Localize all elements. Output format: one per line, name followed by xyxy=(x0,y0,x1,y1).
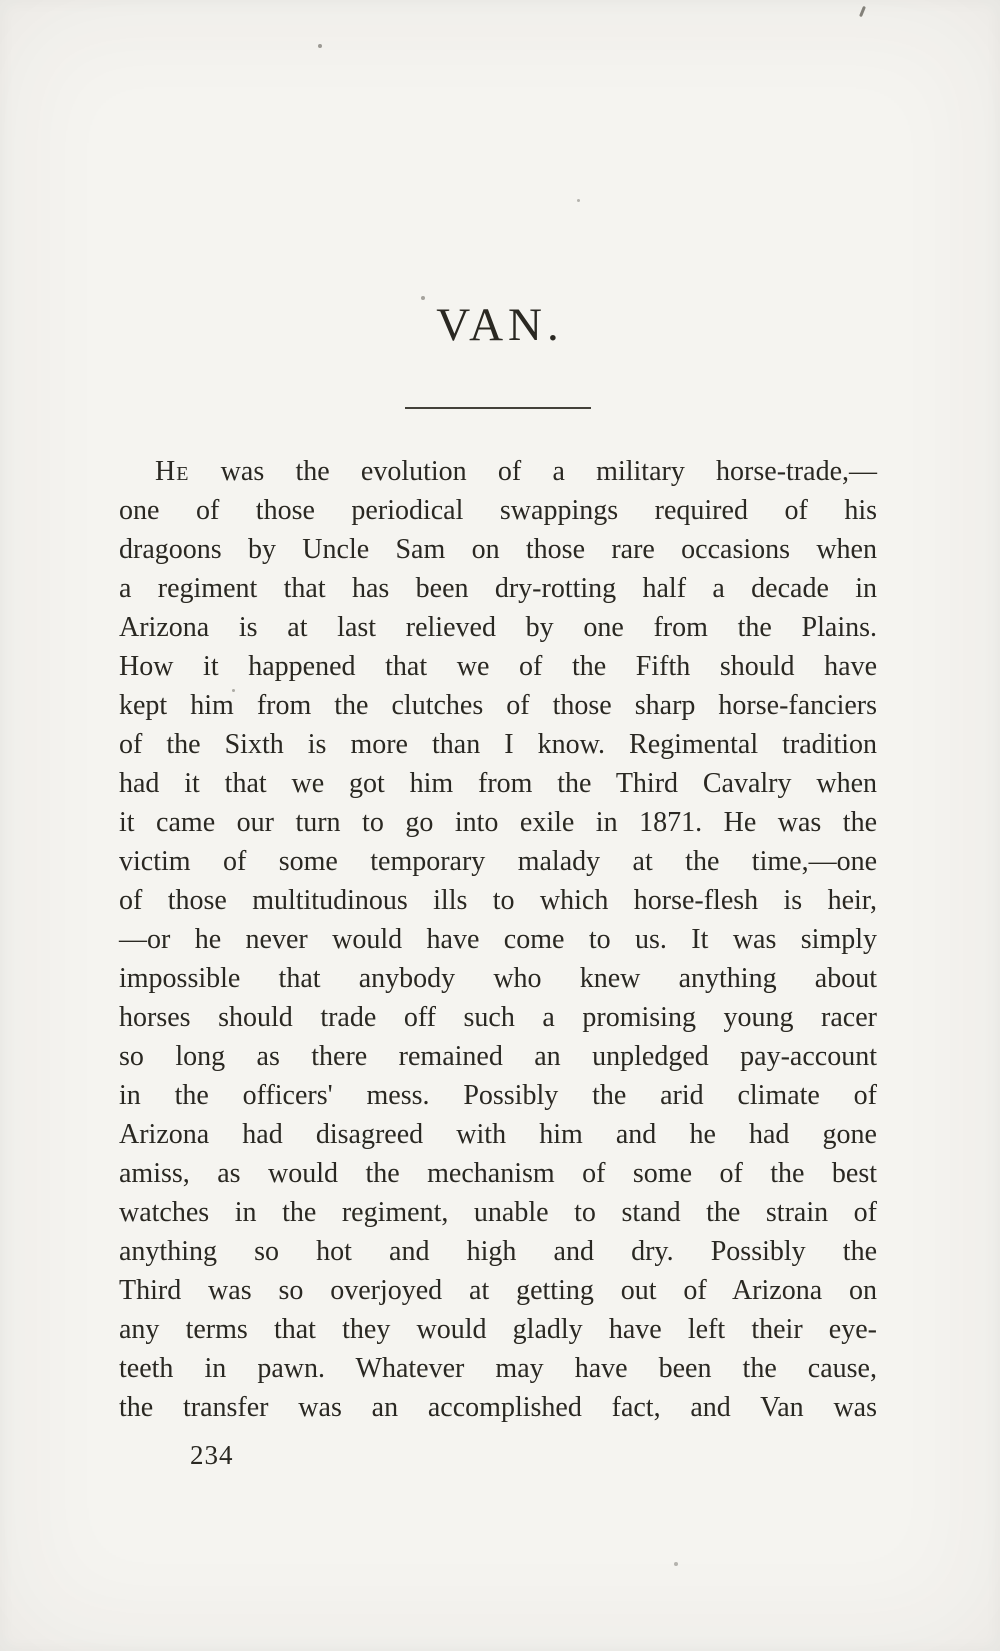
scan-speck xyxy=(232,689,235,692)
text-line: watches in the regiment, unable to stand the strain of xyxy=(119,1197,877,1228)
text-line: any terms that they would gladly have left their eye- xyxy=(119,1314,877,1345)
text-line: teeth in pawn. Whatever may have been the cause, xyxy=(119,1353,877,1384)
paragraph-lines xyxy=(119,452,877,1427)
text-line: the transfer was an accomplished fact, and Van was xyxy=(119,1392,877,1423)
lead-smallcaps: He xyxy=(155,456,190,487)
text-line: so long as there remained an unpledged pay-account xyxy=(119,1041,877,1072)
scan-speck xyxy=(577,199,580,202)
text-line: dragoons by Uncle Sam on those rare occasions when xyxy=(119,534,877,565)
text-line: kept him from the clutches of those sharp horse-fanciers xyxy=(119,690,877,721)
text-line: Arizona is at last relieved by one from the Plains. xyxy=(119,612,877,643)
scan-speck xyxy=(421,296,425,300)
text-line: He was the evolution of a military horse-trade,— xyxy=(155,456,877,487)
text-line: one of those periodical swappings required of his xyxy=(119,495,877,526)
text-line: Third was so overjoyed at getting out of Arizona on xyxy=(119,1275,877,1306)
text-line: of those multitudinous ills to which horse-flesh is heir, xyxy=(119,885,877,916)
scan-speck xyxy=(859,6,866,17)
text-line: Arizona had disagreed with him and he had gone xyxy=(119,1119,877,1150)
page-number: 234 xyxy=(190,1440,234,1470)
text-line: a regiment that has been dry-rotting half a decade in xyxy=(119,573,877,604)
text-line: it came our turn to go into exile in 1871. He was the xyxy=(119,807,877,838)
text-line: horses should trade off such a promising young racer xyxy=(119,1002,877,1033)
scan-speck xyxy=(318,44,322,48)
scan-speck xyxy=(674,1562,678,1566)
text-line: amiss, as would the mechanism of some of the best xyxy=(119,1158,877,1189)
title-divider xyxy=(405,407,591,409)
text-line: victim of some temporary malady at the time,—one xyxy=(119,846,877,877)
text-line: impossible that anybody who knew anything about xyxy=(119,963,877,994)
text-line: of the Sixth is more than I know. Regimental tradition xyxy=(119,729,877,760)
text-line: in the officers' mess. Possibly the arid climate of xyxy=(119,1080,877,1111)
text-line: —or he never would have come to us. It was simply xyxy=(119,924,877,955)
text-line: How it happened that we of the Fifth should have xyxy=(119,651,877,682)
chapter-title: VAN. xyxy=(436,299,564,351)
text-line: anything so hot and high and dry. Possibly the xyxy=(119,1236,877,1267)
text-line: had it that we got him from the Third Cavalry when xyxy=(119,768,877,799)
